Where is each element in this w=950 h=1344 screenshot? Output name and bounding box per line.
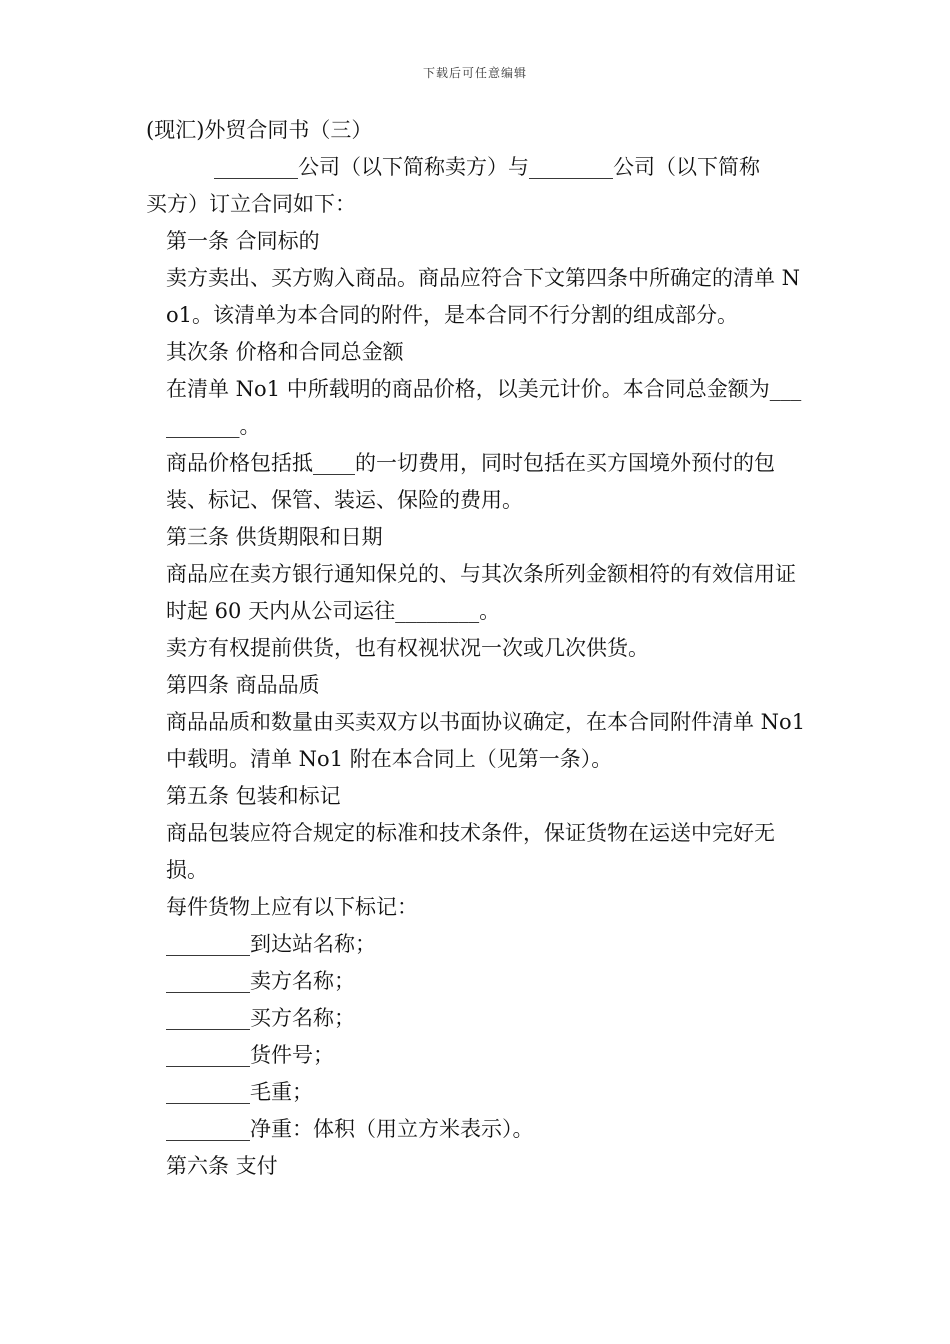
page-header-note: 下载后可任意编辑: [422, 66, 527, 80]
contract-body: [146, 112, 808, 1185]
article-4-title: 第四条 商品品质: [166, 673, 320, 697]
article-6-title: 第六条 支付: [166, 1154, 278, 1178]
article-1-paragraph-1: 卖方卖出、买方购入商品。商品应符合下文第四条中所确定的清单 No1。该清单为本合同的附件，是本合同不行分割的组成部分。: [166, 266, 801, 327]
mark-item: ________货件号；: [166, 1043, 334, 1067]
article-2-paragraph-1: 在清单 No1 中所载明的商品价格，以美元计价。本合同总金额为__________。: [166, 377, 802, 438]
article-3-paragraph-2: 卖方有权提前供货，也有权视状况一次或几次供货。: [166, 636, 649, 660]
article-1-title: 第一条 合同标的: [166, 229, 320, 253]
article-3-title: 第三条 供货期限和日期: [166, 525, 383, 549]
intro-line-1: ________公司（以下简称卖方）与________公司（以下简称: [214, 155, 760, 179]
article-3-paragraph-1: 商品应在卖方银行通知保兑的、与其次条所列金额相符的有效信用证时起 60 天内从公司运往________。: [166, 562, 796, 623]
article-4-paragraph-1: 商品品质和数量由买卖双方以书面协议确定，在本合同附件清单 No1 中载明。清单 No1 附在本合同上（见第一条）。: [166, 710, 806, 771]
article-5-paragraph-2: 每件货物上应有以下标记：: [166, 895, 418, 919]
article-2-paragraph-2: 商品价格包括抵____的一切费用，同时包括在买方国境外预付的包装、标记、保管、装运、保险的费用。: [166, 451, 775, 512]
mark-item: ________净重：体积（用立方米表示）。: [166, 1117, 534, 1141]
intro-line-2: 买方）订立合同如下：: [146, 192, 356, 216]
mark-item: ________毛重；: [166, 1080, 313, 1104]
article-5-title: 第五条 包装和标记: [166, 784, 341, 808]
mark-item: ________到达站名称；: [166, 932, 376, 956]
mark-item: ________买方名称；: [166, 1006, 355, 1030]
article-2-title: 其次条 价格和合同总金额: [166, 340, 404, 364]
mark-item: ________卖方名称；: [166, 969, 355, 993]
article-5-paragraph-1: 商品包装应符合规定的标准和技术条件，保证货物在运送中完好无损。: [166, 821, 775, 882]
document-title: (现汇)外贸合同书（三）: [146, 118, 373, 142]
